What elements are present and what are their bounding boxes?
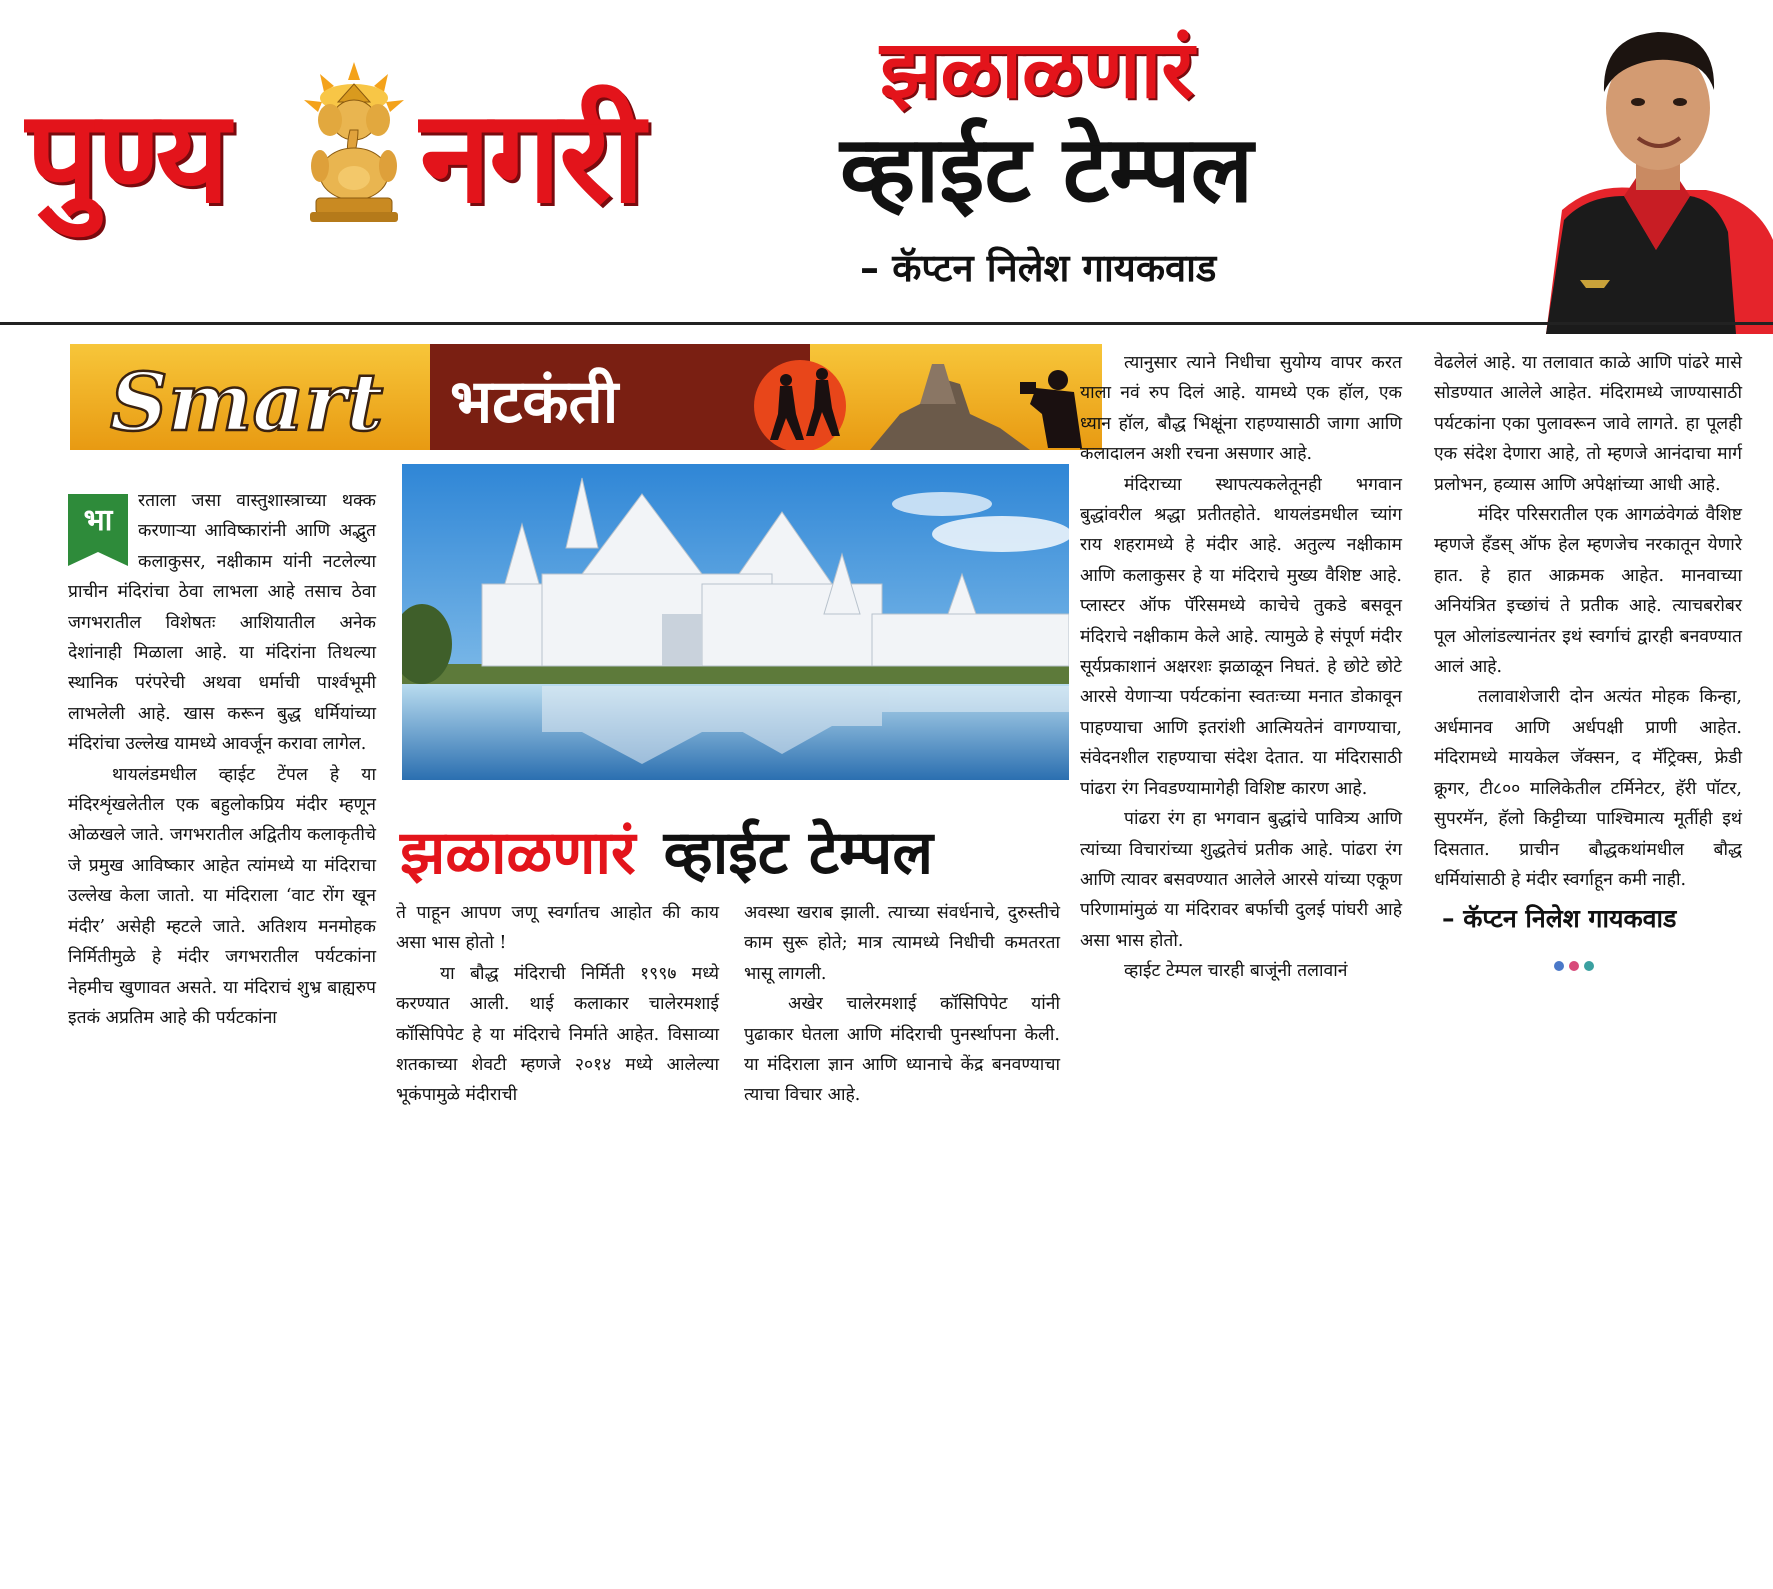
paragraph: त्यानुसार त्याने निधीचा सुयोग्य वापर करत याला नवं रुप दिलं आहे. यामध्ये एक हॉल, एक ध्यान हॉल, बौद्ध भिक्षूंना राहण्यासाठी जागा आणि कलादालन अशी रचना असणार आहे. bbox=[1080, 353, 1402, 465]
article-column-4 bbox=[1080, 348, 1402, 987]
masthead bbox=[0, 0, 1773, 328]
paper-name-part2: नगरी bbox=[420, 83, 643, 232]
article-column-5 bbox=[1434, 348, 1742, 963]
paragraph: रताला जसा वास्तुशास्त्राच्या थक्क करणाऱ्या आविष्कारांनी आणि अद्भुत कलाकुसर, नक्षीकाम यांनी नटलेल्या प्राचीन मंदिरांचा ठेवा लाभला आहे तसाच ठेवा जगभरातील विशेषतः आशियातील अनेक देशांनाही मिळाला आहे. या मंदिरांना तिथल्या स्थानिक परंपरेची अथवा धर्माची पार्श्वभूमी लाभलेली आहे. खास करून बुद्ध धर्मियांच्या मंदिरांचा उल्लेख यामध्ये आवर्जून करावा लागेल. bbox=[68, 491, 376, 755]
paragraph: अवस्था खराब झाली. त्याच्या संवर्धनाचे, दुरुस्तीचे काम सुरू होते; मात्र त्यामध्ये निधीची कमतरता भासू लागली. bbox=[744, 903, 1060, 984]
drop-cap bbox=[68, 494, 128, 566]
banner-word-bhatkanti: भटकंती bbox=[450, 367, 619, 437]
drop-cap-text: भा bbox=[68, 494, 128, 548]
masthead-headline-line2: व्हाईट टेम्पल bbox=[840, 116, 1254, 223]
paragraph: थायलंडमधील व्हाईट टेंपल हे या मंदिरशृंखलेतील एक बहुलोकप्रिय मंदीर म्हणून ओळखले जाते. जगभरातील अद्वितीय कलाकृतीचे जे प्रमुख आविष्कार आहेत त्यांमध्ये या मंदिराचा उल्लेख केला जातो. या मंदिराला ‘वाट रोंग खून मंदीर’ असेही म्हटले जाते. अतिशय मनमोहक निर्मितीमुळे हे मंदीर जगभरातील पर्यटकांना नेहमीच खुणावत असते. या मंदिराचं शुभ्र बाह्यरुप इतकं अप्रतिम आहे की पर्यटकांना bbox=[68, 764, 376, 1028]
paragraph: पांढरा रंग हा भगवान बुद्धांचे पावित्र्य आणि त्यांच्या विचारांच्या शुद्धतेचं प्रतीक आहे. पांढरा रंग आणि त्यावर बसवण्यात आलेले आरसे यांच्या एकूण परिणामांमुळं या मंदिरावर बर्फाची दुलई पांघरी आहे असा भास होतो. bbox=[1080, 809, 1402, 951]
paragraph: तलावाशेजारी दोन अत्यंत मोहक किन्हा, अर्धमानव आणि अर्धपक्षी प्राणी आहेत. मंदिरामध्ये मायकेल जॅक्सन, द मॅट्रिक्स, फ्रेडी क्रूगर, टी८०० मालिकेतील टर्मिनेटर, हॅरी पॉटर, सुपरमॅन, हॅलो किट्टीच्या पाश्चिमात्य मूर्तीही इथं दिसतात. प्राचीन बौद्धकथांमधील बौद्ध धर्मियांसाठी हे मंदीर स्वर्गाहून कमी नाही. bbox=[1434, 687, 1742, 890]
paragraph: व्हाईट टेम्पल चारही बाजूंनी तलावानं bbox=[1124, 961, 1348, 982]
article-headline-black: व्हाईट टेम्पल bbox=[663, 818, 934, 888]
masthead-divider bbox=[0, 322, 1773, 325]
paragraph: वेढलेलं आहे. या तलावात काळे आणि पांढरे मासे सोडण्यात आलेले आहेत. मंदिरामध्ये जाण्यासाठी पर्यटकांना एका पुलावरून जावे लागते. हा पूलही एक संदेश देणारा आहे, तो म्हणजे आनंदाचा मार्ग प्रलोभन, हव्यास आणि अपेक्षांच्या आधी आहे. bbox=[1434, 353, 1742, 495]
paragraph: या बौद्ध मंदिराची निर्मिती १९९७ मध्ये करण्यात आली. थाई कलाकार चालेरमशाई कॉसिपिपेट हे या मंदिराचे निर्माते आहेत. विसाव्या शतकाच्या शेवटी म्हणजे २०१४ मध्ये आलेल्या भूकंपामुळे मंदीराची bbox=[396, 963, 719, 1106]
banner-word-smart: Smart bbox=[110, 355, 384, 449]
ganesha-logo-icon bbox=[300, 62, 408, 222]
article-column-1 bbox=[68, 486, 376, 1033]
paragraph: मंदिर परिसरातील एक आगळंवेगळं वैशिष्ट म्हणजे हँडस् ऑफ हेल म्हणजेच नरकातून येणारे हात. हे हात आक्रमक आहेत. मानवाच्या अनियंत्रित इच्छांचं ते प्रतीक आहे. त्याचबरोबर पूल ओलांडल्यानंतर इथं स्वर्गाचं द्वारही बनवण्यात आलं आहे. bbox=[1434, 505, 1742, 678]
smart-bhatkanti-banner bbox=[70, 344, 1102, 450]
article-headline bbox=[400, 808, 1080, 898]
author-photo bbox=[1506, 0, 1773, 334]
masthead-byline: – कॅप्टन निलेश गायकवाड bbox=[860, 246, 1217, 290]
article-byline: – कॅप्टन निलेश गायकवाड bbox=[1442, 904, 1677, 934]
paragraph: मंदिराच्या स्थापत्यकलेतूनही भगवान बुद्धांवरील श्रद्धा प्रतीतहोते. थायलंडमधील च्यांग राय शहरामध्ये हे मंदीर आहे. अतुल्य नक्षीकाम आणि कलाकुसर हे या मंदिराचे मुख्य वैशिष्ट आहे. प्लास्टर ऑफ पॅरिसमध्ये काचेचे तुकडे बसवून मंदिराचे नक्षीकाम केले आहे. त्यामुळे हे संपूर्ण मंदीर सूर्यप्रकाशानं अक्षरशः झळाळून निघतं. हे छोटे छोटे आरसे येणाऱ्या पर्यटकांना स्वतःच्या मनात डोकावून पाहण्याचा आणि इतरांशी आत्मियतेनं वागण्याचा, संवेदनशील राहण्याचा संदेश देतात. या मंदिरासाठी पांढरा रंग निवडण्यामागेही विशिष्ट कारण आहे. bbox=[1080, 474, 1402, 799]
paragraph: अखेर चालेरमशाई कॉसिपिपेट यांनी पुढाकार घेतला आणि मंदिराची पुनर्स्थापना केली. या मंदिराला ज्ञान आणि ध्यानाचे केंद्र बनवण्याचा त्याचा विचार आहे. bbox=[744, 994, 1060, 1106]
article-column-2 bbox=[396, 898, 719, 1111]
drop-cap-ribbon-icon bbox=[68, 548, 128, 566]
masthead-headline-line1: झळाळणारं bbox=[880, 23, 1195, 116]
paper-name-part1: पुण्य bbox=[26, 83, 228, 232]
end-marker-dots-icon bbox=[1554, 951, 1742, 963]
white-temple-photo bbox=[402, 464, 1069, 780]
article-column-3 bbox=[744, 898, 1060, 1111]
article-headline-red: झळाळणारं bbox=[400, 818, 636, 888]
paragraph: ते पाहून आपण जणू स्वर्गातच आहोत की काय असा भास होतो ! bbox=[396, 903, 719, 954]
